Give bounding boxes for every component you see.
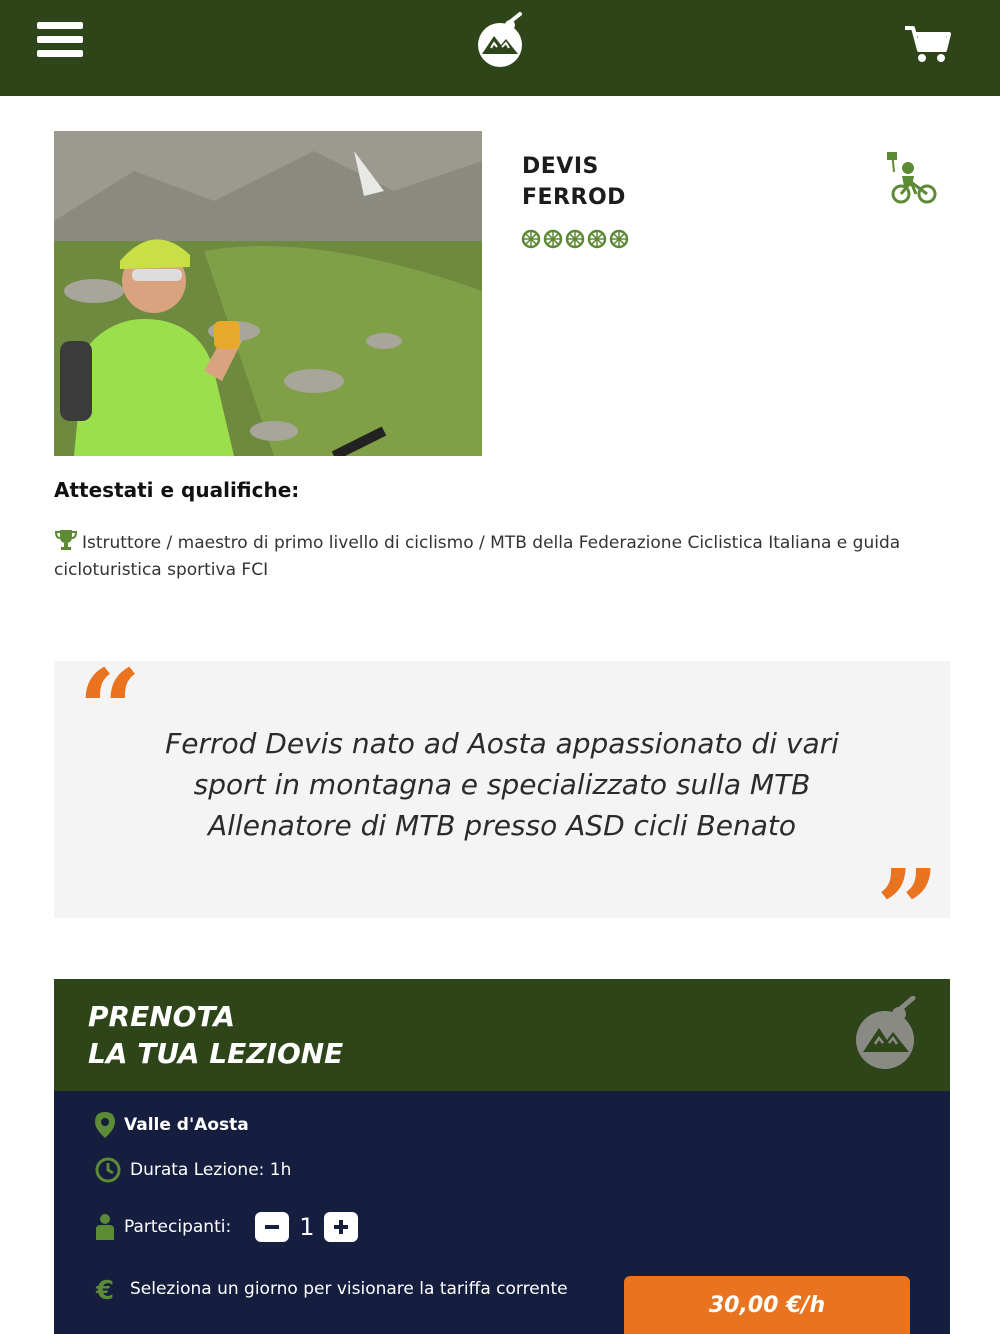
clock-icon	[94, 1156, 122, 1184]
booking-logo-icon	[853, 996, 921, 1072]
quote-line: Allenatore di MTB presso ASD cicli Benato	[208, 809, 796, 842]
booking-title-line1: PRENOTA	[88, 1000, 236, 1033]
location-row	[94, 1111, 249, 1139]
mountain-bike-icon	[884, 150, 938, 206]
quote-line: sport in montagna e specializzato sulla MTB	[193, 768, 811, 801]
mountain-logo-icon[interactable]	[474, 12, 528, 70]
instructor-name	[522, 151, 626, 213]
rate-prompt: Seleziona un giorno per visionare la tariffa corrente	[130, 1279, 568, 1299]
last-name: FERROD	[522, 185, 626, 210]
duration-text: Durata Lezione: 1h	[130, 1160, 292, 1180]
qualification-item	[54, 528, 924, 584]
participants-label: Partecipanti:	[124, 1217, 232, 1237]
person-icon	[94, 1213, 116, 1241]
increment-button[interactable]	[324, 1212, 358, 1242]
quote-line: Ferrod Devis nato ad Aosta appassionato di vari	[165, 727, 839, 760]
booking-title-line2: LA TUA LEZIONE	[88, 1037, 344, 1070]
decrement-button[interactable]	[255, 1212, 289, 1242]
cart-icon[interactable]	[903, 24, 951, 64]
rating-wheels	[521, 229, 629, 249]
rating-wheel-icon	[543, 229, 563, 249]
euro-icon	[94, 1274, 122, 1304]
location-pin-icon	[94, 1111, 116, 1139]
open-quote-icon: “	[78, 645, 142, 774]
location-text: Valle d'Aosta	[124, 1115, 249, 1135]
minus-icon	[263, 1218, 281, 1236]
participants-count: 1	[299, 1213, 315, 1241]
instructor-photo	[54, 131, 482, 456]
plus-icon	[332, 1218, 350, 1236]
price-button[interactable]: 30,00 €/h	[624, 1276, 910, 1334]
duration-row	[94, 1156, 291, 1184]
first-name: DEVIS	[522, 154, 599, 179]
svg-text:€: €	[96, 1276, 115, 1304]
rate-row	[94, 1274, 568, 1304]
trophy-icon	[54, 528, 78, 552]
bio-quote	[104, 723, 900, 846]
participants-row	[94, 1212, 358, 1242]
close-quote-icon: ”	[876, 845, 940, 974]
hamburger-menu-icon[interactable]	[37, 22, 83, 62]
qualifications-title: Attestati e qualifiche:	[54, 478, 300, 502]
rating-wheel-icon	[565, 229, 585, 249]
rating-wheel-icon	[609, 229, 629, 249]
rating-wheel-icon	[521, 229, 541, 249]
booking-title	[88, 998, 343, 1072]
qualification-text: Istruttore / maestro di primo livello di ciclismo / MTB della Federazione Ciclistica Italiana e guida cicloturistica sportiva FCI	[54, 533, 901, 580]
rating-wheel-icon	[587, 229, 607, 249]
